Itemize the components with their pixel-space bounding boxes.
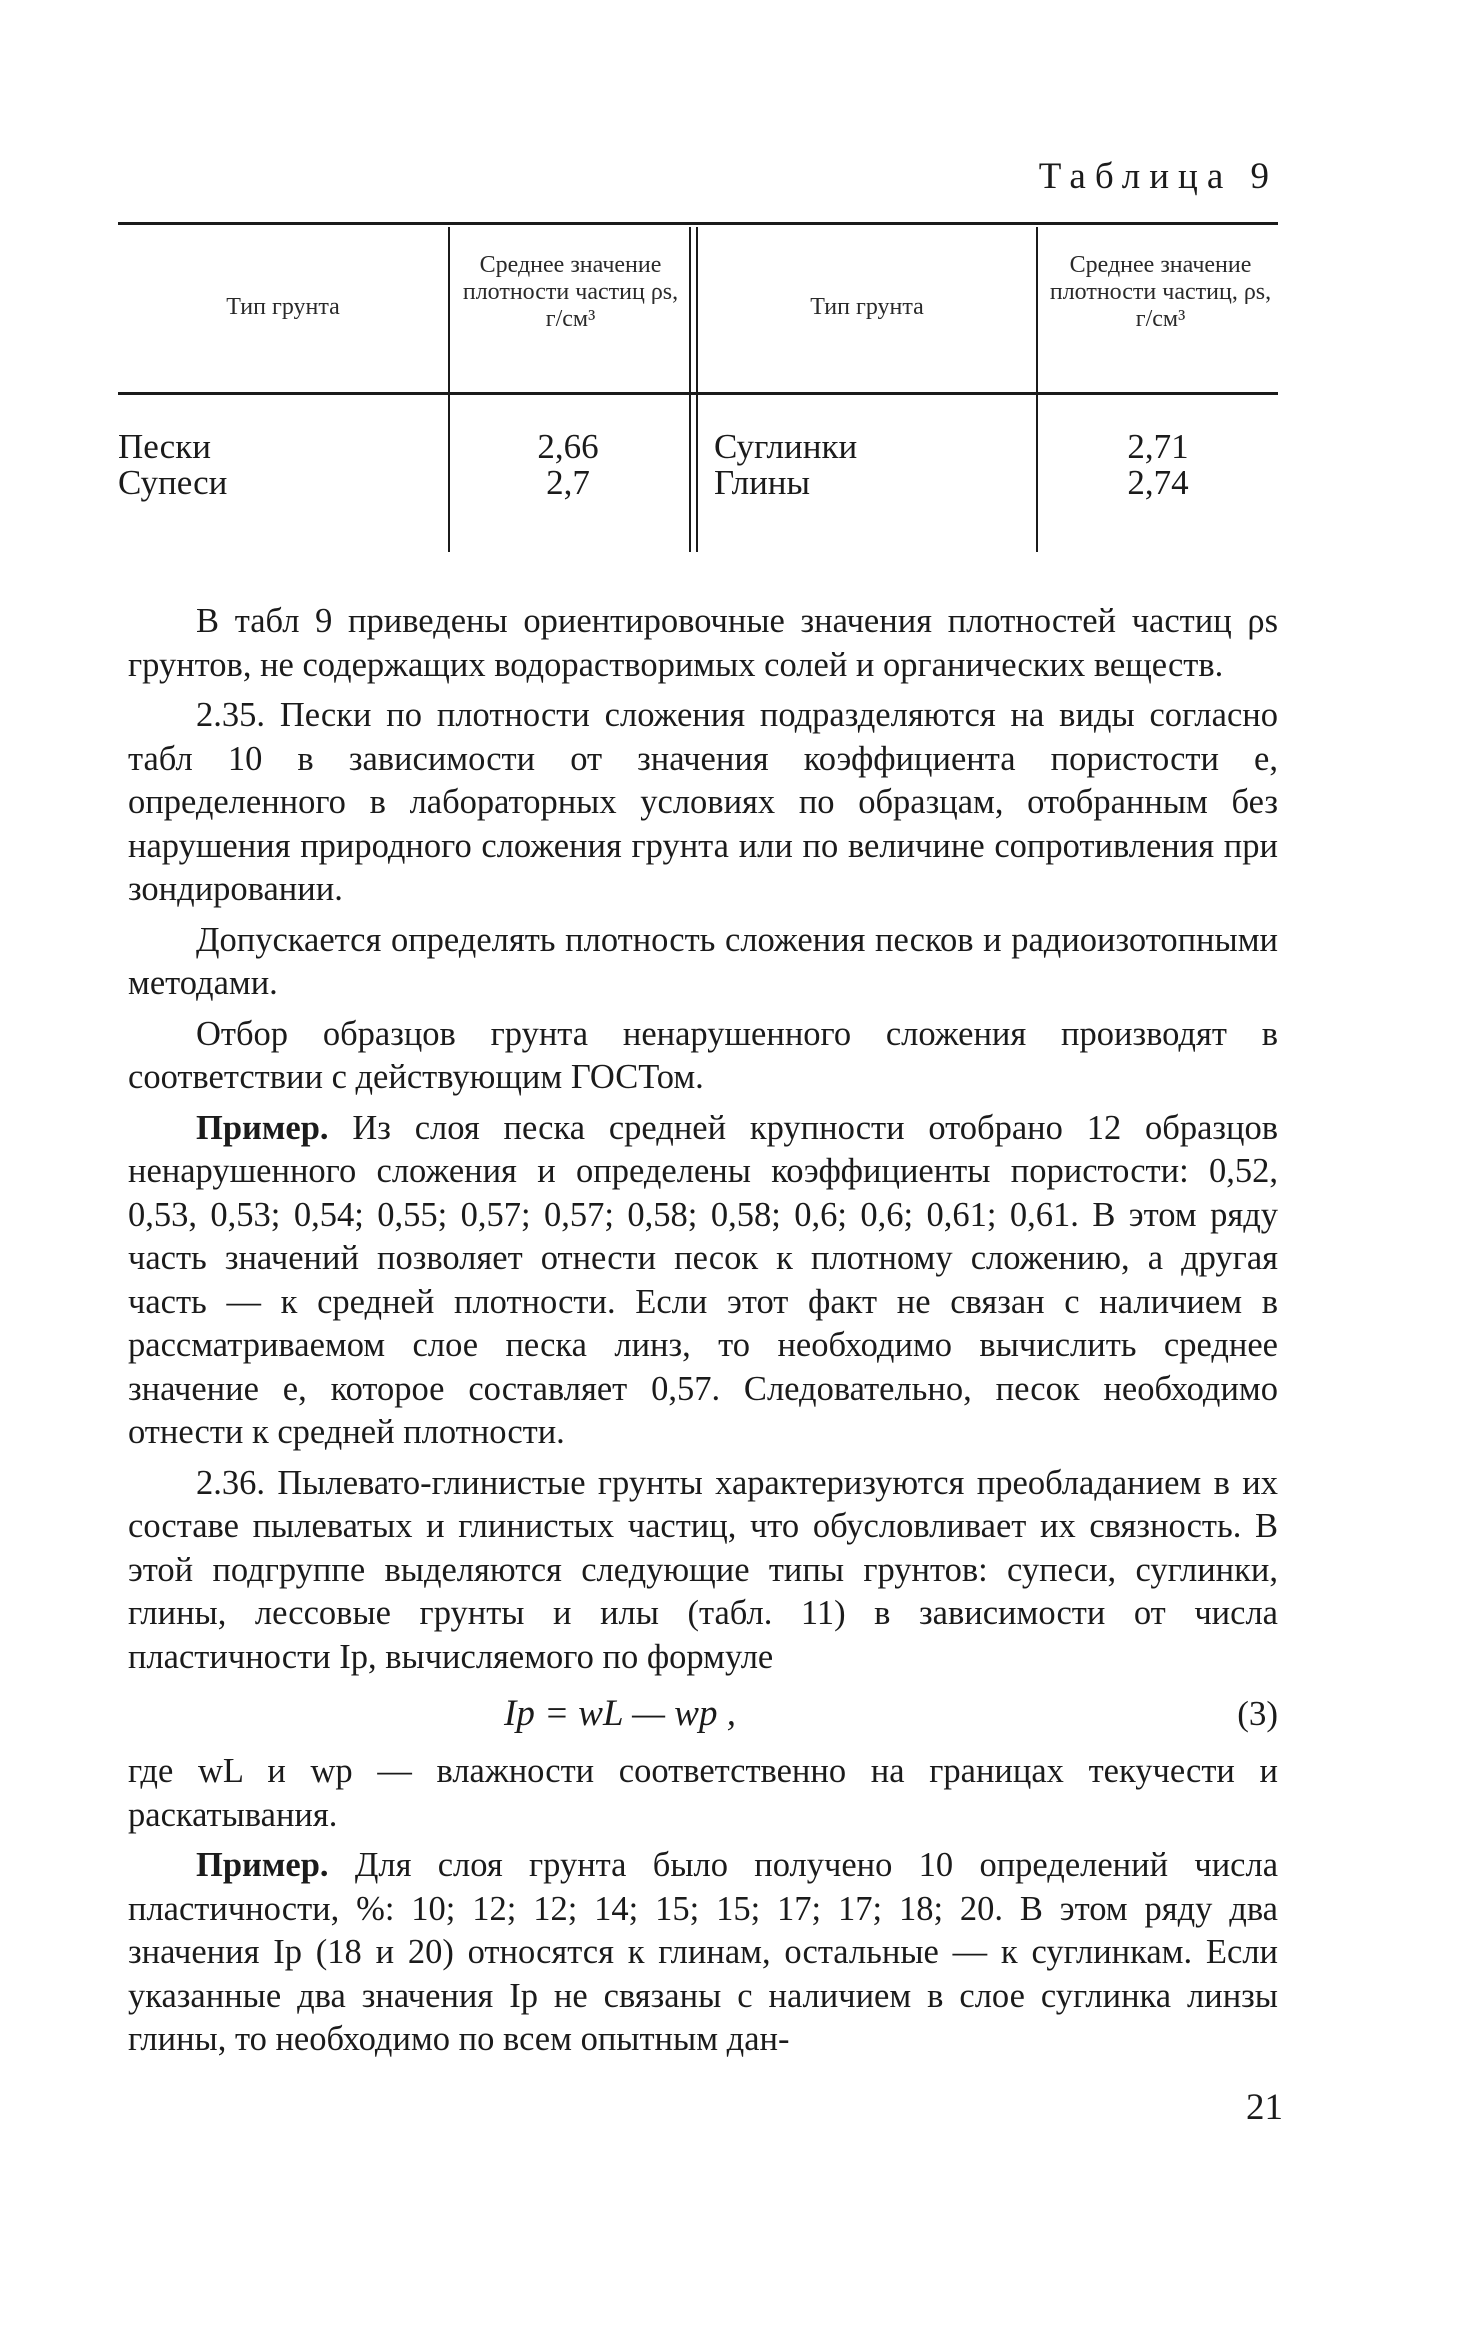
example-text: Из слоя песка средней крупности отобрано 12 образцов ненарушенного сложения и определены коэффициенты пористости: 0,52, 0,53, 0,53; 0,54; 0,55; 0,57; 0,57; 0,58; 0,58; 0,6; 0,6; 0,61; 0,61. В этом ряду часть значений позволяет отнести песок к плотному сложению, а другая часть — к средней плотности. Если этот факт не связан с наличием в рассматриваемом слое песка линз, то необходимо вычислить среднее значение e, которое составляет 0,57. Следовательно, песок необходимо отнести к средней плотности. [128, 1108, 1279, 1451]
table-header-type-1: Тип грунта [226, 294, 340, 320]
example-text: Для слоя грунта было получено 10 определений числа пластичности, %: 10; 12; 12; 14; 15; 15; 17; 17; 18; 20. В этом ряду два значения Ip (18 и 20) относятся к глинам, остальные — к суглинкам. Если указанные два значения Ip не связаны с наличием в слое суглинка линзы глины, то необходимо по всем опытным дан- [128, 1846, 1279, 2058]
table-column-divider [448, 227, 450, 552]
table-label: Таблица 9 [1038, 156, 1278, 197]
formula-number: (3) [1237, 1694, 1278, 1733]
formula: Ip = wL — wp , [504, 1693, 736, 1734]
paragraph-2-36: 2.36. Пылевато-глинистые грунты характеризуются преобладанием в их составе пылеватых и глинистых частиц, что обусловливает их связность. В этой подгруппе выделяются следующие типы грунтов: супеси, суглинки, глины, лессовые грунты и илы (табл. 11) в зависимости от числа пластичности Ip, вычисляемого по формуле [128, 1463, 1278, 1676]
paragraph: Допускается определять плотность сложения песков и радиоизотопными методами. [128, 920, 1278, 1002]
paragraph: В табл 9 приведены ориентировочные значения плотностей частиц ρs грунтов, не содержащих водорастворимых солей и органических веществ. [128, 602, 1278, 684]
density-table [118, 222, 1278, 556]
table-cell-density: 2,74 [1127, 463, 1189, 502]
formula-explanation: где wL и wp — влажности соответственно на границах текучести и раскатывания. [128, 1752, 1278, 1834]
table-header-density-2: Среднее значение плотности частиц, ρs, г/см³ [1049, 252, 1272, 332]
table-header-density-1: Среднее значение плотности частиц ρs, г/см³ [462, 252, 679, 332]
table-cell-type: Супеси [118, 463, 228, 502]
paragraph-2-35: 2.35. Пески по плотности сложения подразделяются на виды согласно табл 10 в зависимости от значения коэффициента пористости e, определенного в лабораторных условиях по образцам, отобранным без нарушения природного сложения грунта или по величине сопротивления при зондировании. [128, 696, 1278, 908]
paragraph: Отбор образцов грунта ненарушенного сложения производят в соответствии с действующим ГОСТом. [128, 1014, 1278, 1096]
table-cell-type: Пески [118, 427, 211, 466]
body-text [128, 600, 1278, 2069]
table-double-divider-right [696, 227, 698, 552]
table-cell-density: 2,66 [537, 427, 599, 466]
table-header-rule [118, 392, 1278, 395]
table-column-divider [1036, 227, 1038, 552]
example-paragraph [128, 1107, 1278, 1455]
table-cell-density: 2,71 [1127, 427, 1189, 466]
formula-row [128, 1686, 1278, 1742]
table-double-divider-left [689, 227, 691, 552]
example-label: Пример. [196, 1108, 329, 1147]
table-header-type-2: Тип грунта [810, 294, 924, 320]
page-number: 21 [1246, 2087, 1283, 2128]
example-label: Пример. [196, 1846, 329, 1884]
table-cell-type: Суглинки [714, 427, 858, 466]
example-paragraph [128, 1844, 1278, 2062]
table-cell-type: Глины [714, 463, 811, 502]
table-top-rule [118, 222, 1278, 225]
table-cell-density: 2,7 [546, 463, 590, 502]
